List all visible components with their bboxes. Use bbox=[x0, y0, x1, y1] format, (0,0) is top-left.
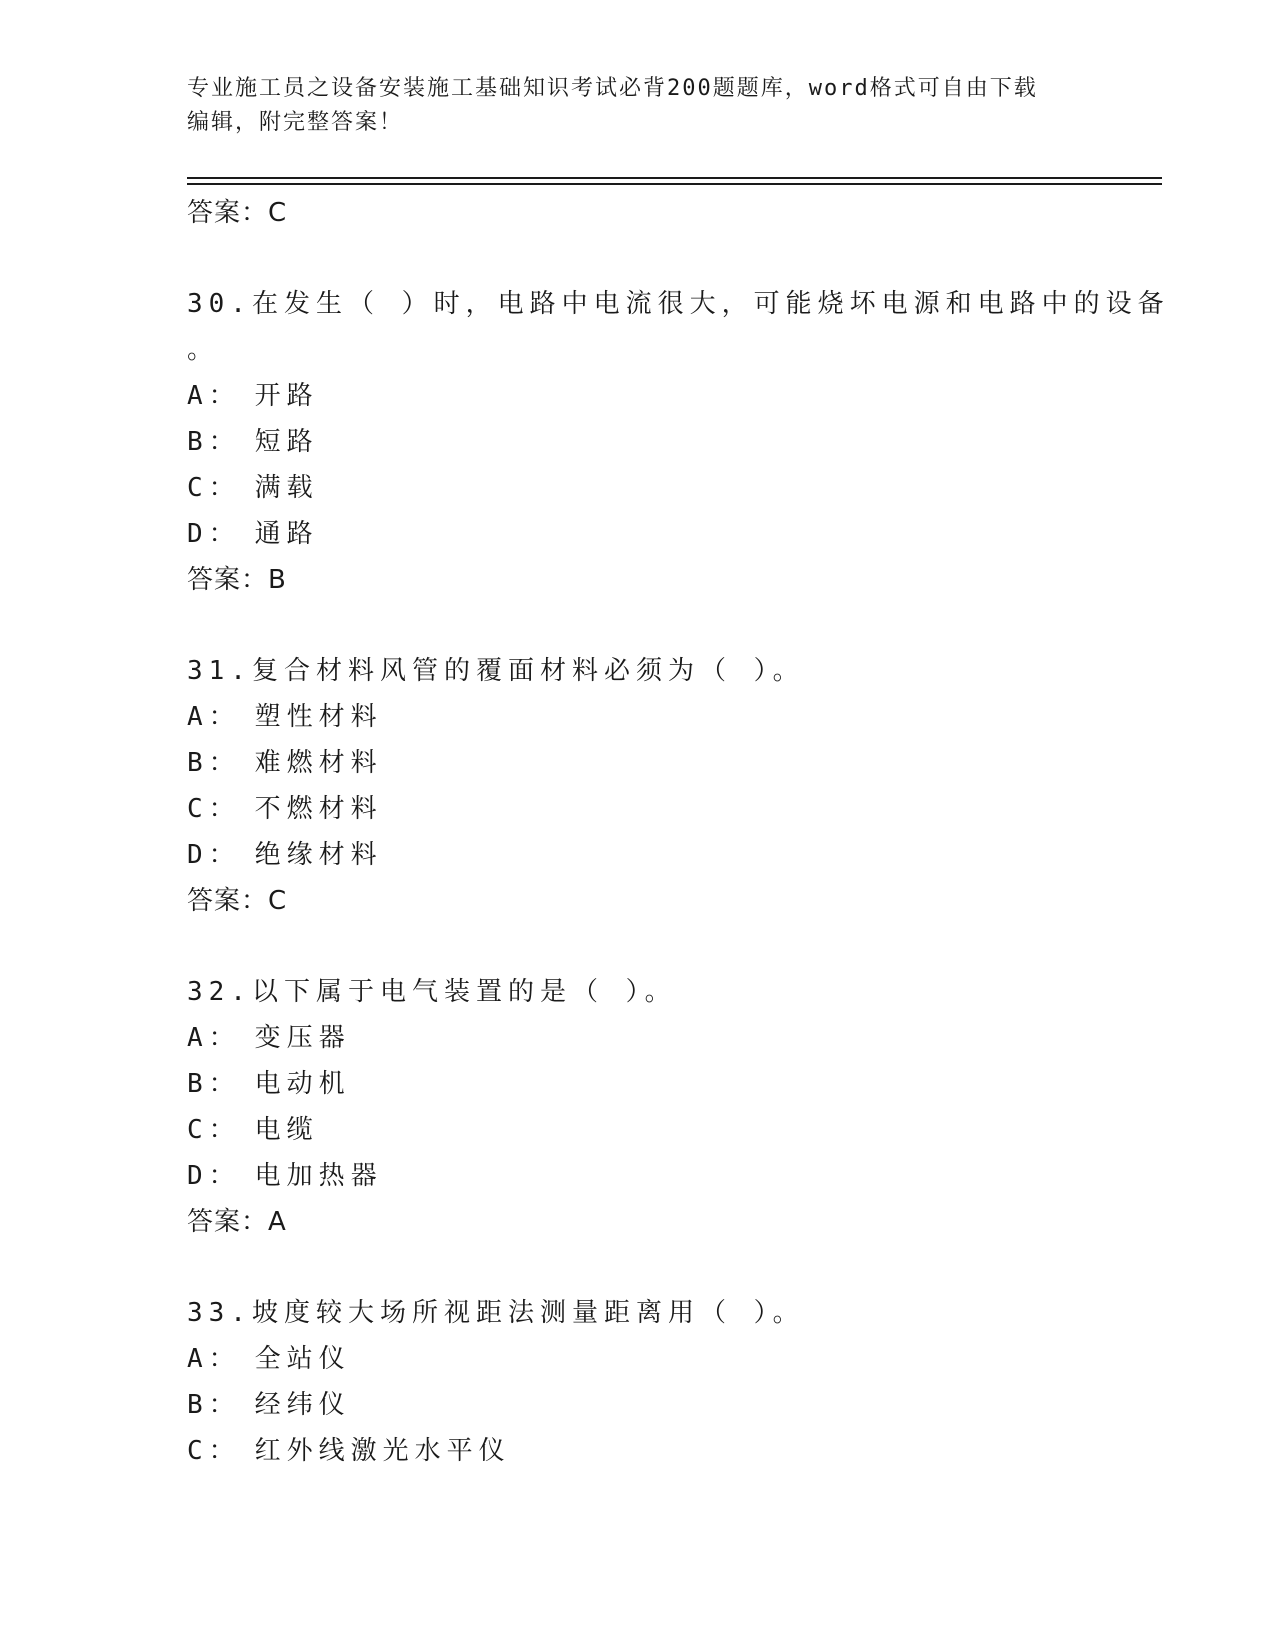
answer-line: 答案：A bbox=[187, 1207, 287, 1237]
spacer bbox=[187, 603, 1087, 648]
option-d bbox=[187, 511, 1087, 557]
option-text: 电缆 bbox=[254, 1115, 319, 1145]
option-text: 不燃材料 bbox=[254, 794, 383, 824]
question-block bbox=[187, 1290, 1087, 1474]
question-text: 33.坡度较大场所视距法测量距离用（ ）。 bbox=[187, 1298, 805, 1328]
question-block bbox=[187, 281, 1170, 603]
option-key: C： bbox=[187, 473, 241, 503]
header-line-1: 专业施工员之设备安装施工基础知识考试必背200题题库，word格式可自由下载 bbox=[187, 76, 1038, 101]
option-key: C： bbox=[187, 1436, 241, 1466]
document-header bbox=[187, 72, 1077, 140]
header-divider-bottom bbox=[187, 183, 1162, 185]
option-d bbox=[187, 832, 1087, 878]
option-text: 变压器 bbox=[254, 1023, 351, 1053]
option-text: 红外线激光水平仪 bbox=[254, 1436, 511, 1466]
answer-line: 答案：B bbox=[187, 565, 287, 595]
option-a bbox=[187, 373, 1087, 419]
option-text: 满载 bbox=[254, 473, 319, 503]
option-key: B： bbox=[187, 427, 241, 457]
header-divider-top bbox=[187, 177, 1162, 179]
option-text: 经纬仪 bbox=[254, 1390, 351, 1420]
question-text-continued: 。 bbox=[187, 335, 220, 365]
option-key: C： bbox=[187, 794, 241, 824]
option-b bbox=[187, 419, 1087, 465]
option-a bbox=[187, 1015, 1087, 1061]
option-key: C： bbox=[187, 1115, 241, 1145]
option-key: A： bbox=[187, 1023, 241, 1053]
option-key: D： bbox=[187, 1161, 241, 1191]
option-c bbox=[187, 786, 1087, 832]
option-text: 绝缘材料 bbox=[254, 840, 383, 870]
option-b bbox=[187, 740, 1087, 786]
option-key: D： bbox=[187, 519, 241, 549]
option-key: B： bbox=[187, 1069, 241, 1099]
option-text: 电动机 bbox=[254, 1069, 351, 1099]
answer-line: 答案：C bbox=[187, 198, 288, 228]
option-key: A： bbox=[187, 381, 241, 411]
option-text: 开路 bbox=[254, 381, 319, 411]
header-line-2: 编辑，附完整答案！ bbox=[187, 110, 404, 135]
option-text: 全站仪 bbox=[254, 1344, 351, 1374]
option-key: D： bbox=[187, 840, 241, 870]
question-block bbox=[187, 969, 1087, 1245]
option-text: 难燃材料 bbox=[254, 748, 383, 778]
option-c bbox=[187, 1107, 1087, 1153]
question-text: 32.以下属于电气装置的是（ ）。 bbox=[187, 977, 677, 1007]
option-key: B： bbox=[187, 1390, 241, 1420]
spacer bbox=[187, 236, 1087, 281]
option-key: B： bbox=[187, 748, 241, 778]
option-key: A： bbox=[187, 702, 241, 732]
option-a bbox=[187, 694, 1087, 740]
option-c bbox=[187, 1428, 1087, 1474]
question-list bbox=[187, 190, 1170, 1474]
option-text: 短路 bbox=[254, 427, 319, 457]
spacer bbox=[187, 1245, 1087, 1290]
option-text: 电加热器 bbox=[254, 1161, 383, 1191]
question-block bbox=[187, 648, 1087, 924]
option-b bbox=[187, 1382, 1087, 1428]
question-text: 30.在发生（ ）时，电路中电流很大，可能烧坏电源和电路中的设备 bbox=[187, 289, 1170, 319]
answer-line: 答案：C bbox=[187, 886, 288, 916]
question-text: 31.复合材料风管的覆面材料必须为（ ）。 bbox=[187, 656, 805, 686]
option-text: 通路 bbox=[254, 519, 319, 549]
option-b bbox=[187, 1061, 1087, 1107]
option-key: A： bbox=[187, 1344, 241, 1374]
option-d bbox=[187, 1153, 1087, 1199]
option-text: 塑性材料 bbox=[254, 702, 383, 732]
spacer bbox=[187, 924, 1087, 969]
option-c bbox=[187, 465, 1087, 511]
option-a bbox=[187, 1336, 1087, 1382]
